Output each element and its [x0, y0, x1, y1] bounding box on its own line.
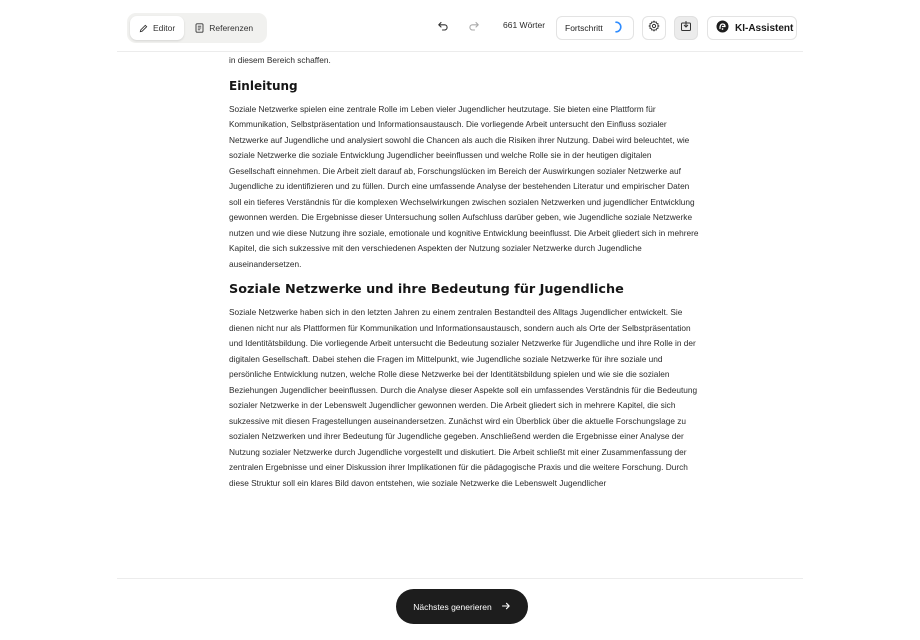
- section-paragraph: Soziale Netzwerke spielen eine zentrale Rolle im Leben vieler Jugendlicher heutzutage. Sie bieten eine Plattform für Kommunikation, Selbstpräsentation und Informationsaustausch. Die vorliegende Arbeit untersucht den Einfluss sozialer Netzwerke auf Jugendliche und analysiert sowohl die Chancen als auch die Risiken ihrer Nutzung. Dabei wird beleuchtet, wie soziale Netzwerke die soziale Entwicklung Jugendlicher beeinflussen und welche Rolle sie in der heutigen digitalen Gesellschaft einnehmen. Die Arbeit zielt darauf ab, Forschungslücken im Bereich der Auswirkungen sozialer Netzwerke auf Jugendliche zu identifizieren und zu füllen. Durch eine umfassende Analyse der bestehenden Literatur und empirischer Daten soll ein tieferes Verständnis für die komplexen Wechselwirkungen zwischen sozialen Netzwerken und jugendlicher Entwicklung gewonnen werden. Die Ergebnisse dieser Untersuchung sollen Aufschluss darüber geben, wie Jugendliche soziale Netzwerke nutzen und wie diese Nutzung ihre soziale, emotionale und kognitive Entwicklung beeinflusst. Die Arbeit gliedert sich in mehrere Kapitel, die sich sukzessive mit den verschiedenen Aspekten der Nutzung sozialer Netzwerke durch Jugendliche auseinandersetzen.: [229, 103, 699, 269]
- download-icon: [680, 19, 692, 37]
- tab-referenzen-label: Referenzen: [209, 23, 254, 33]
- tab-editor[interactable]: [130, 16, 184, 40]
- generate-next-label: Nächstes generieren: [413, 601, 492, 612]
- ai-assistant-label: KI-Assistent: [735, 22, 794, 34]
- top-toolbar: [117, 0, 803, 52]
- document-icon: [195, 23, 204, 33]
- ai-assistant-icon: [716, 20, 729, 36]
- word-count: 661 Wörter: [503, 20, 546, 30]
- redo-icon[interactable]: [468, 19, 480, 37]
- ai-assistant-button[interactable]: [707, 16, 797, 40]
- undo-icon[interactable]: [437, 19, 449, 37]
- document[interactable]: [229, 52, 699, 491]
- view-toggle: [127, 13, 267, 43]
- progress-label: Fortschritt: [565, 23, 603, 33]
- settings-button[interactable]: [642, 16, 666, 40]
- footer-divider: [117, 578, 803, 579]
- export-button[interactable]: [674, 16, 698, 40]
- tab-editor-label: Editor: [153, 23, 176, 33]
- arrow-right-icon: [501, 601, 511, 613]
- section-heading: Soziale Netzwerke und ihre Bedeutung für Jugendliche: [229, 282, 624, 297]
- tab-referenzen[interactable]: [186, 16, 262, 40]
- section-paragraph: Soziale Netzwerke haben sich in den letzten Jahren zu einem zentralen Bestandteil des Alltags Jugendlicher entwickelt. Sie dienen nicht nur als Plattformen für Kommunikation und Informationsaustausch, sondern auch als Orte der Selbstpräsentation und Identitätsbildung. Die vorliegende Arbeit untersucht die Bedeutung sozialer Netzwerke für Jugendliche und ihre Rolle in der digitalen Gesellschaft. Dabei stehen die Fragen im Mittelpunkt, wie Jugendliche soziale Netzwerke für ihre soziale und persönliche Entwicklung nutzen, welche Rolle diese Netzwerke bei der Identitätsbildung spielen und wie sie die sozialen Beziehungen Jugendlicher beeinflussen. Durch die Analyse dieser Aspekte soll ein umfassendes Verständnis für die Bedeutung sozialer Netzwerke in der Lebenswelt Jugendlicher gewonnen werden. Die Arbeit gliedert sich in mehrere Kapitel, die sich sukzessive mit diesen Fragestellungen auseinandersetzen. Zunächst wird ein Überblick über die aktuelle Forschungslage zu sozialen Netzwerken und ihrer Bedeutung für Jugendliche gegeben. Anschließend werden die Ergebnisse einer Analyse der Nutzung sozialer Netzwerke durch Jugendliche vorgestellt und diskutiert. Die Arbeit schließt mit einer Zusammenfassung der zentralen Ergebnisse und einer Diskussion ihrer Implikationen für die pädagogische Praxis und die weitere Forschung. Durch diese Struktur soll ein klares Bild davon entstehen, wie soziale Netzwerke die Lebenswelt Jugendlicher: [229, 307, 698, 488]
- gear-icon: [648, 19, 660, 37]
- editor-content: [117, 52, 803, 578]
- pencil-icon: [139, 24, 148, 33]
- progress-button[interactable]: [556, 16, 634, 40]
- section-heading: Einleitung: [229, 78, 298, 93]
- paragraph-fragment: in diesem Bereich schaffen.: [229, 55, 331, 65]
- progress-spinner-icon: [610, 21, 622, 35]
- generate-next-button[interactable]: [396, 589, 528, 624]
